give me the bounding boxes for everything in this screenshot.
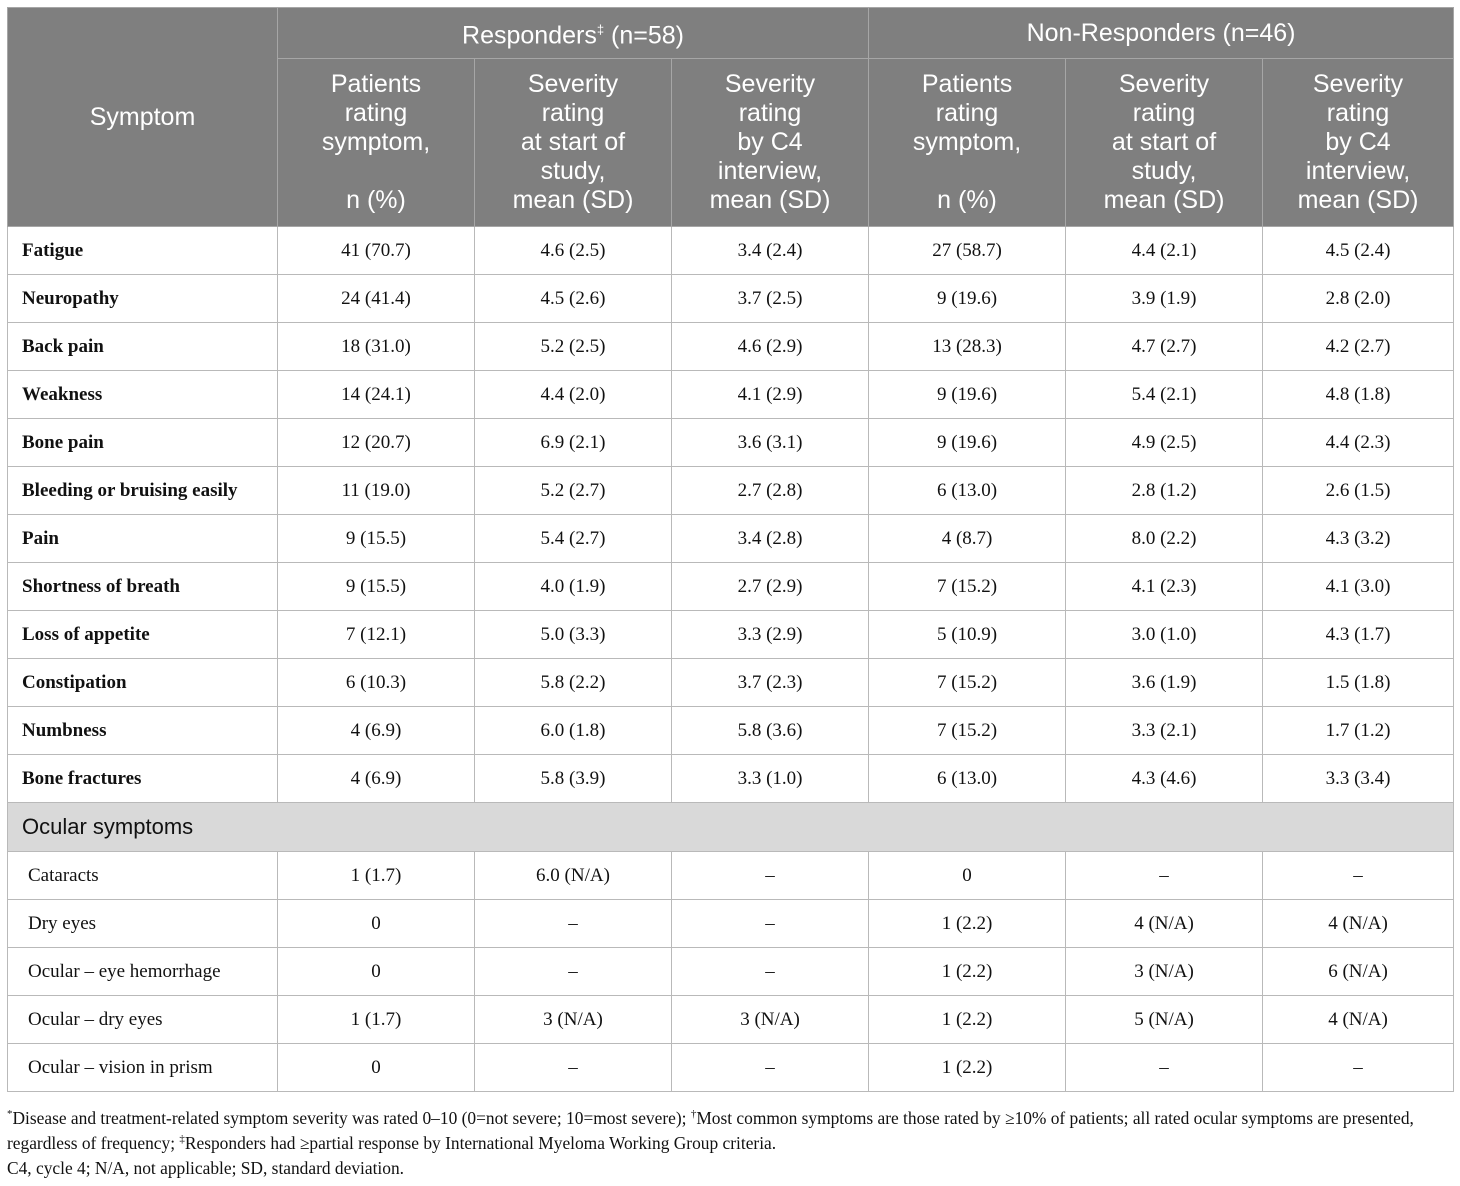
- table-cell: –: [672, 900, 869, 948]
- sub-column-header-unit: n (%): [346, 186, 406, 214]
- table-row: [8, 371, 1454, 419]
- table-cell: 1.5 (1.8): [1263, 659, 1454, 707]
- table-cell: 18 (31.0): [278, 323, 475, 371]
- table-row: [8, 515, 1454, 563]
- table-cell: 0: [869, 852, 1066, 900]
- symptom-name-cell: Loss of appetite: [8, 611, 278, 659]
- table-row: [8, 563, 1454, 611]
- table-row: [8, 948, 1454, 996]
- table-cell: 2.7 (2.8): [672, 467, 869, 515]
- table-row: [8, 852, 1454, 900]
- symptom-name-cell: Ocular – vision in prism: [8, 1044, 278, 1092]
- footnote-common-text: Most common symptoms are those rated by ≥10% of patients; all rated ocular symptoms are presented, regardless of frequency;: [7, 1108, 1414, 1153]
- symptom-name-cell: Constipation: [8, 659, 278, 707]
- table-cell: 4 (N/A): [1263, 900, 1454, 948]
- symptom-column-header: Symptom: [8, 8, 278, 227]
- sub-column-header: [1263, 59, 1454, 227]
- table-row: [8, 900, 1454, 948]
- table-row: [8, 659, 1454, 707]
- table-cell: 1 (2.2): [869, 900, 1066, 948]
- sub-column-header-text: Severity rating at start of study, mean (SD): [512, 70, 634, 214]
- symptom-name-cell: Numbness: [8, 707, 278, 755]
- table-cell: 4.1 (2.9): [672, 371, 869, 419]
- table-cell: 6.0 (N/A): [475, 852, 672, 900]
- footnote-severity-text: Disease and treatment-related symptom severity was rated 0–10 (0=not severe; 10=most severe);: [12, 1108, 691, 1128]
- table-cell: 6.0 (1.8): [475, 707, 672, 755]
- table-cell: –: [1263, 852, 1454, 900]
- table-cell: 5 (10.9): [869, 611, 1066, 659]
- table-cell: 27 (58.7): [869, 227, 1066, 275]
- table-cell: 6 (N/A): [1263, 948, 1454, 996]
- footnote-definitions: [7, 1106, 1453, 1156]
- table-cell: 4.9 (2.5): [1066, 419, 1263, 467]
- table-cell: –: [1066, 1044, 1263, 1092]
- table-row: [8, 275, 1454, 323]
- responders-group-header: [278, 8, 869, 59]
- sub-column-header-text: Patients rating symptom,: [912, 70, 1022, 156]
- table-cell: 0: [278, 1044, 475, 1092]
- table-cell: 6 (13.0): [869, 467, 1066, 515]
- responders-label: Responders: [462, 21, 597, 50]
- table-cell: –: [1263, 1044, 1454, 1092]
- table-cell: 1.7 (1.2): [1263, 707, 1454, 755]
- table-cell: –: [1066, 852, 1263, 900]
- sub-column-header-text: Severity rating at start of study, mean (SD): [1103, 70, 1225, 214]
- table-cell: 3 (N/A): [475, 996, 672, 1044]
- table-cell: 2.6 (1.5): [1263, 467, 1454, 515]
- table-cell: 6.9 (2.1): [475, 419, 672, 467]
- table-cell: 0: [278, 948, 475, 996]
- sub-column-header: [1066, 59, 1263, 227]
- sub-column-header: [869, 59, 1066, 227]
- table-cell: 1 (2.2): [869, 1044, 1066, 1092]
- table-cell: –: [475, 948, 672, 996]
- table-cell: 6 (13.0): [869, 755, 1066, 803]
- symptom-table: [7, 7, 1454, 1092]
- table-cell: 3.3 (3.4): [1263, 755, 1454, 803]
- table-cell: 4.4 (2.1): [1066, 227, 1263, 275]
- table-cell: 4 (N/A): [1263, 996, 1454, 1044]
- table-cell: 1 (1.7): [278, 852, 475, 900]
- table-cell: –: [475, 1044, 672, 1092]
- table-cell: 5.8 (3.6): [672, 707, 869, 755]
- sub-column-header: [475, 59, 672, 227]
- table-footnote: [7, 1106, 1453, 1181]
- sub-column-header: [672, 59, 869, 227]
- table-cell: 4.4 (2.0): [475, 371, 672, 419]
- sub-column-header: [278, 59, 475, 227]
- table-row: [8, 755, 1454, 803]
- table-cell: 4.0 (1.9): [475, 563, 672, 611]
- table-cell: 7 (15.2): [869, 563, 1066, 611]
- table-cell: –: [672, 1044, 869, 1092]
- footnote-mark-dagger: †: [690, 1108, 697, 1121]
- table-cell: 5.4 (2.1): [1066, 371, 1263, 419]
- table-cell: 8.0 (2.2): [1066, 515, 1263, 563]
- table-cell: 5 (N/A): [1066, 996, 1263, 1044]
- table-cell: 3 (N/A): [672, 996, 869, 1044]
- table-row: [8, 707, 1454, 755]
- table-cell: 4.8 (1.8): [1263, 371, 1454, 419]
- table-cell: 4 (6.9): [278, 755, 475, 803]
- table-cell: 4.6 (2.9): [672, 323, 869, 371]
- symptom-name-cell: Weakness: [8, 371, 278, 419]
- table-cell: 4.4 (2.3): [1263, 419, 1454, 467]
- table-cell: 3.9 (1.9): [1066, 275, 1263, 323]
- table-cell: 4.2 (2.7): [1263, 323, 1454, 371]
- table-cell: 4.7 (2.7): [1066, 323, 1263, 371]
- table-cell: 4 (N/A): [1066, 900, 1263, 948]
- symptom-name-cell: Pain: [8, 515, 278, 563]
- table-cell: 5.4 (2.7): [475, 515, 672, 563]
- footnote-mark-asterisk: *: [7, 1108, 13, 1121]
- table-cell: 1 (2.2): [869, 948, 1066, 996]
- table-cell: 3.3 (2.1): [1066, 707, 1263, 755]
- table-row: [8, 323, 1454, 371]
- table-cell: 41 (70.7): [278, 227, 475, 275]
- table-cell: 6 (10.3): [278, 659, 475, 707]
- table-cell: 5.8 (3.9): [475, 755, 672, 803]
- table-cell: 4.5 (2.4): [1263, 227, 1454, 275]
- table-cell: 5.2 (2.5): [475, 323, 672, 371]
- table-cell: 3.6 (3.1): [672, 419, 869, 467]
- table-cell: 9 (15.5): [278, 515, 475, 563]
- table-cell: 3.7 (2.5): [672, 275, 869, 323]
- table-cell: 2.7 (2.9): [672, 563, 869, 611]
- sub-column-header-text: Patients rating symptom,: [321, 70, 431, 156]
- symptom-name-cell: Ocular – dry eyes: [8, 996, 278, 1044]
- table-cell: 5.2 (2.7): [475, 467, 672, 515]
- footnote-abbreviations: C4, cycle 4; N/A, not applicable; SD, standard deviation.: [7, 1158, 404, 1178]
- table-cell: 4.1 (3.0): [1263, 563, 1454, 611]
- table-cell: 4 (6.9): [278, 707, 475, 755]
- table-cell: 1 (2.2): [869, 996, 1066, 1044]
- table-row: [8, 227, 1454, 275]
- symptom-name-cell: Ocular – eye hemorrhage: [8, 948, 278, 996]
- sub-column-header-unit: n (%): [937, 186, 997, 214]
- table-cell: 1 (1.7): [278, 996, 475, 1044]
- table-cell: 7 (12.1): [278, 611, 475, 659]
- table-cell: 9 (19.6): [869, 275, 1066, 323]
- symptom-name-cell: Shortness of breath: [8, 563, 278, 611]
- table-cell: 9 (19.6): [869, 419, 1066, 467]
- table-cell: 0: [278, 900, 475, 948]
- sub-column-header-text: Severity rating by C4 interview, mean (SD): [709, 70, 831, 214]
- footnote-mark-double-dagger: ‡: [179, 1133, 185, 1146]
- table-cell: 4.1 (2.3): [1066, 563, 1263, 611]
- table-row: [8, 467, 1454, 515]
- table-cell: 3.3 (2.9): [672, 611, 869, 659]
- table-cell: 4 (8.7): [869, 515, 1066, 563]
- table-row: [8, 1044, 1454, 1092]
- symptom-name-cell: Dry eyes: [8, 900, 278, 948]
- symptom-name-cell: Cataracts: [8, 852, 278, 900]
- ocular-section-label: Ocular symptoms: [8, 803, 1454, 852]
- sub-column-header-text: Severity rating by C4 interview, mean (SD): [1297, 70, 1419, 214]
- table-cell: 7 (15.2): [869, 659, 1066, 707]
- responders-count: (n=58): [604, 21, 684, 50]
- table-cell: 5.0 (3.3): [475, 611, 672, 659]
- table-cell: 9 (15.5): [278, 563, 475, 611]
- table-cell: 3.0 (1.0): [1066, 611, 1263, 659]
- footnote-responders-text: Responders had ≥partial response by International Myeloma Working Group criteria.: [184, 1133, 777, 1153]
- table-cell: –: [672, 852, 869, 900]
- ocular-section-row: [8, 803, 1454, 852]
- table-cell: 9 (19.6): [869, 371, 1066, 419]
- symptom-name-cell: Bone fractures: [8, 755, 278, 803]
- table-cell: 5.8 (2.2): [475, 659, 672, 707]
- symptom-name-cell: Neuropathy: [8, 275, 278, 323]
- table-cell: –: [672, 948, 869, 996]
- table-cell: 14 (24.1): [278, 371, 475, 419]
- symptom-name-cell: Bone pain: [8, 419, 278, 467]
- table-cell: 24 (41.4): [278, 275, 475, 323]
- table-cell: –: [475, 900, 672, 948]
- table-cell: 12 (20.7): [278, 419, 475, 467]
- symptom-name-cell: Back pain: [8, 323, 278, 371]
- table-row: [8, 611, 1454, 659]
- table-row: [8, 996, 1454, 1044]
- table-cell: 3.7 (2.3): [672, 659, 869, 707]
- table-cell: 13 (28.3): [869, 323, 1066, 371]
- table-cell: 4.3 (1.7): [1263, 611, 1454, 659]
- table-cell: 3.4 (2.4): [672, 227, 869, 275]
- table-cell: 2.8 (1.2): [1066, 467, 1263, 515]
- non-responders-group-header: Non-Responders (n=46): [869, 8, 1454, 59]
- table-cell: 3.4 (2.8): [672, 515, 869, 563]
- table-cell: 4.6 (2.5): [475, 227, 672, 275]
- symptom-name-cell: Bleeding or bruising easily: [8, 467, 278, 515]
- table-cell: 7 (15.2): [869, 707, 1066, 755]
- responders-footnote-mark: ‡: [596, 22, 605, 38]
- symptom-name-cell: Fatigue: [8, 227, 278, 275]
- table-cell: 4.3 (4.6): [1066, 755, 1263, 803]
- table-row: [8, 419, 1454, 467]
- table-cell: 2.8 (2.0): [1263, 275, 1454, 323]
- table-cell: 3 (N/A): [1066, 948, 1263, 996]
- table-cell: 3.3 (1.0): [672, 755, 869, 803]
- table-cell: 4.5 (2.6): [475, 275, 672, 323]
- table-cell: 11 (19.0): [278, 467, 475, 515]
- table-cell: 4.3 (3.2): [1263, 515, 1454, 563]
- table-cell: 3.6 (1.9): [1066, 659, 1263, 707]
